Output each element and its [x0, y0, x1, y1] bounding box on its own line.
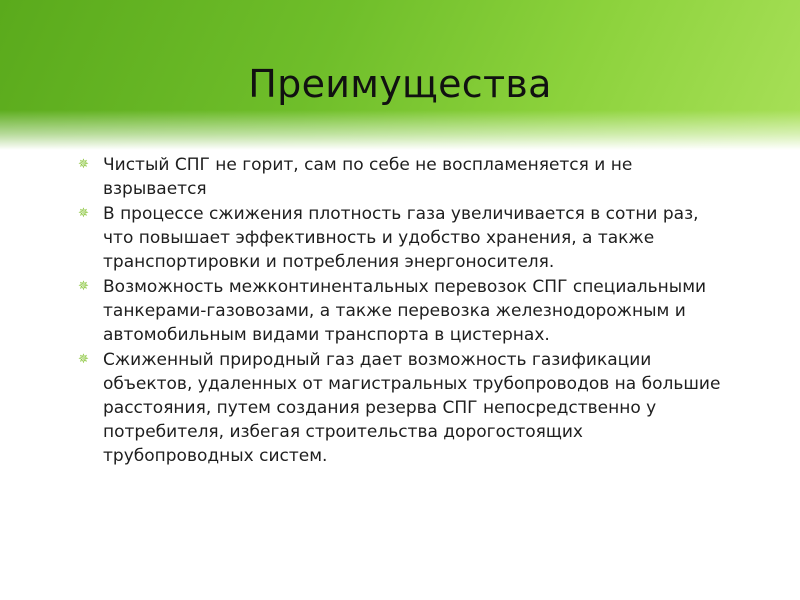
slide-title: Преимущества	[248, 62, 552, 106]
list-item	[76, 275, 726, 347]
list-item	[76, 202, 726, 274]
star-bullet-icon: ✵	[78, 206, 89, 221]
bullet-text: Сжиженный природный газ дает возможность газификации объектов, удаленных от магистральных трубопроводов на большие расстояния, путем создания резерва СПГ непосредственно у потребителя, избегая строительства дорогостоящих трубопроводных систем.	[103, 350, 721, 466]
bullet-list	[76, 153, 726, 469]
bullet-text: Возможность межконтинентальных перевозок СПГ специальными танкерами-газовозами, а также перевозка железнодорожным и автомобильным видами транспорта в цистернах.	[103, 277, 707, 345]
star-bullet-icon: ✵	[78, 352, 89, 367]
star-bullet-icon: ✵	[78, 279, 89, 294]
list-item	[76, 348, 726, 468]
star-bullet-icon: ✵	[78, 157, 89, 172]
bullet-text: В процессе сжижения плотность газа увеличивается в сотни раз, что повышает эффективность и удобство хранения, а также транспортировки и потребления энергоносителя.	[103, 204, 699, 272]
bullet-text: Чистый СПГ не горит, сам по себе не воспламеняется и не взрывается	[103, 155, 633, 199]
list-item	[76, 153, 726, 201]
